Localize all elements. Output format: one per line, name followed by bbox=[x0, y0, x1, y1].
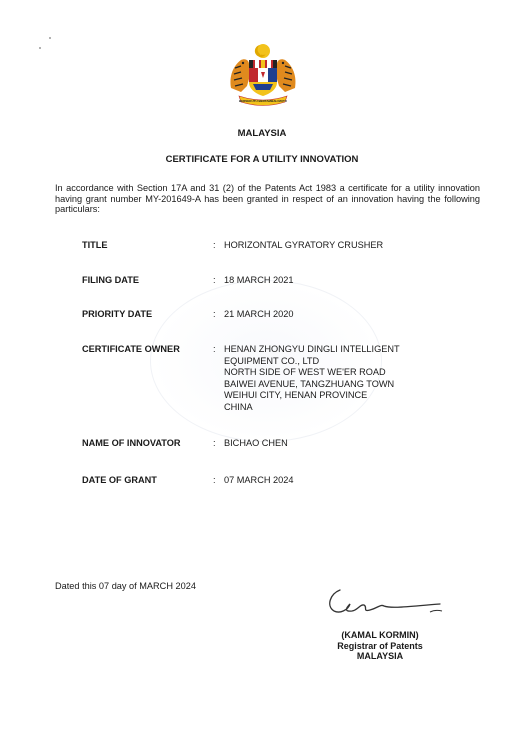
particular-value bbox=[224, 475, 474, 487]
country-heading: MALAYSIA bbox=[237, 128, 287, 139]
coat-of-arms-emblem bbox=[225, 42, 301, 106]
particular-colon: : bbox=[213, 309, 216, 319]
registrar-title: Registrar of Patents bbox=[337, 640, 423, 651]
registrar-country: MALAYSIA bbox=[356, 651, 404, 661]
value-line: HORIZONTAL GYRATORY CRUSHER bbox=[224, 240, 384, 250]
particular-value bbox=[224, 344, 474, 413]
intro-paragraph: In accordance with Section 17A and 31 (2) of the Patents Act 1983 a certificate for a utility innovation having grant number MY-201649-A has been granted in respect of an innovation having the following particulars: bbox=[55, 183, 480, 215]
particular-label: CERTIFICATE OWNER bbox=[82, 344, 180, 354]
value-line: 18 MARCH 2021 bbox=[224, 275, 294, 285]
particular-label: DATE OF GRANT bbox=[82, 475, 157, 485]
particular-value bbox=[224, 240, 474, 252]
particular-value bbox=[224, 438, 474, 450]
value-line: 21 MARCH 2020 bbox=[224, 309, 294, 319]
particular-colon: : bbox=[213, 438, 216, 448]
value-line: BICHAO CHEN bbox=[224, 438, 288, 448]
particular-label: NAME OF INNOVATOR bbox=[82, 438, 181, 448]
scan-speck bbox=[39, 47, 41, 49]
particular-label: PRIORITY DATE bbox=[82, 309, 153, 319]
dated-line: Dated this 07 day of MARCH 2024 bbox=[55, 581, 196, 591]
particular-colon: : bbox=[213, 344, 216, 354]
value-line: HENAN ZHONGYU DINGLI INTELLIGENT bbox=[224, 344, 400, 354]
certificate-title: CERTIFICATE FOR A UTILITY INNOVATION bbox=[165, 154, 359, 165]
registrar-block bbox=[330, 630, 430, 662]
particular-label: TITLE bbox=[82, 240, 108, 250]
particular-value bbox=[224, 309, 474, 321]
particular-value bbox=[224, 275, 474, 287]
value-line: BAIWEI AVENUE, TANGZHUANG TOWN bbox=[224, 378, 395, 389]
particular-colon: : bbox=[213, 475, 216, 485]
value-line: NORTH SIDE OF WEST WE'ER ROAD bbox=[224, 367, 386, 377]
value-line: CHINA bbox=[224, 401, 253, 412]
value-line: EQUIPMENT CO., LTD bbox=[224, 355, 320, 366]
particular-colon: : bbox=[213, 240, 216, 250]
registrar-signature bbox=[322, 584, 447, 618]
particular-label: FILING DATE bbox=[82, 275, 139, 285]
value-line: WEIHUI CITY, HENAN PROVINCE bbox=[224, 390, 368, 400]
value-line: 07 MARCH 2024 bbox=[224, 475, 294, 485]
crest-motto: BERSEKUTU BERTAMBAH MUTU bbox=[238, 99, 288, 103]
particular-colon: : bbox=[213, 275, 216, 285]
registrar-name: (KAMAL KORMIN) bbox=[341, 630, 419, 640]
scan-speck bbox=[49, 37, 51, 39]
